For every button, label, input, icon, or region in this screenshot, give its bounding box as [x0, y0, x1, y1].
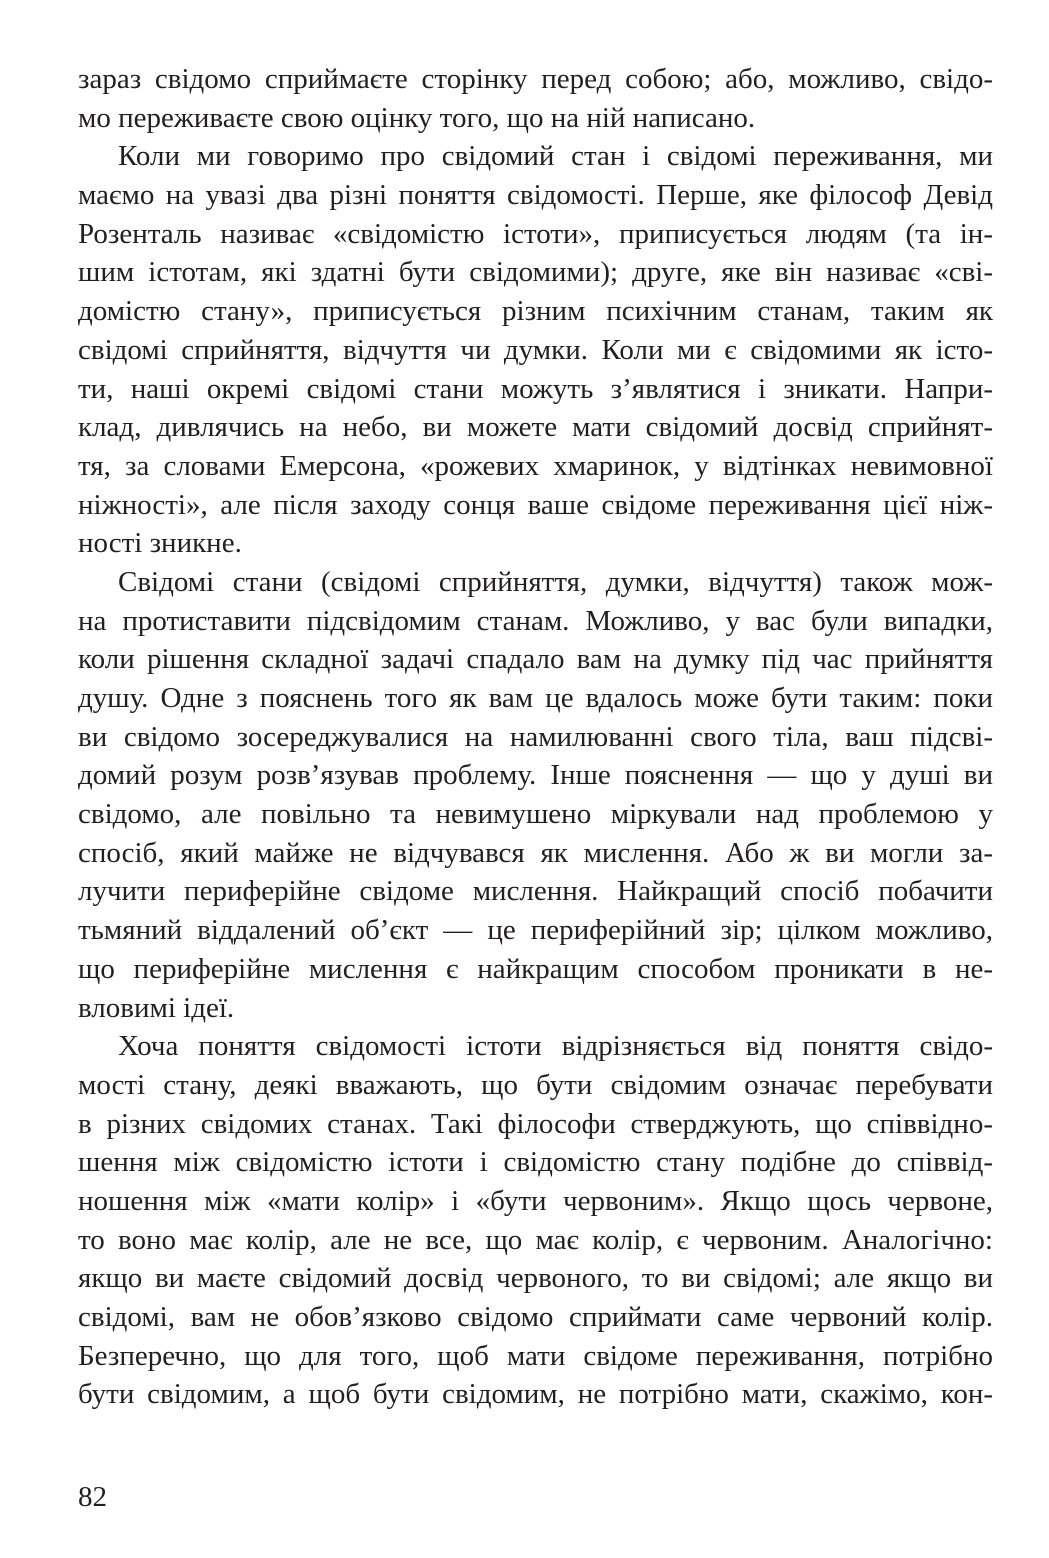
paragraph: [78, 60, 993, 137]
text-line: свідомо, але повільно та невимушено міркували над проблемою у: [78, 798, 993, 831]
text-line: душу. Одне з пояснень того як вам це вдалось може бути таким: поки: [78, 682, 993, 714]
text-line: ніжності», але після заходу сонця ваше свідоме переживання цієї ніж-: [78, 488, 993, 521]
text-line: в різних свідомих станах. Такі філософи стверджують, що співвідно-: [78, 1107, 993, 1140]
text-line: тя, за словами Емерсона, «рожевих хмаринок, у відтінках невимовної: [78, 449, 993, 482]
text-line: шення між свідомістю істоти і свідомістю стану подібне до співвід-: [78, 1146, 993, 1179]
paragraph: [78, 563, 993, 1027]
text-line: маємо на увазі два різні поняття свідомості. Перше, яке філософ Девід: [78, 179, 993, 212]
paragraph: [78, 1027, 993, 1414]
text-line: Свідомі стани (свідомі сприйняття, думки, відчуття) також мож-: [118, 565, 993, 598]
text-line: клад, дивлячись на небо, ви можете мати свідомий досвід сприйнят-: [78, 411, 993, 444]
text-line: шим істотам, які здатні бути свідомими); друге, яке він називає «сві-: [78, 256, 993, 289]
text-line: Хоча поняття свідомості істоти відрізняється від поняття свідо-: [118, 1030, 993, 1063]
text-line: домістю стану», приписується різним психічним станам, таким як: [78, 295, 993, 328]
text-line: свідомі сприйняття, відчуття чи думки. Коли ми є свідомими як істо-: [78, 333, 993, 366]
text-line: ності зникне.: [78, 527, 242, 560]
page-body: [78, 60, 993, 1414]
text-line: зараз свідомо сприймаєте сторінку перед собою; або, можливо, свідо-: [78, 63, 993, 95]
text-line: мо переживаєте свою оцінку того, що на ній написано.: [78, 101, 756, 134]
page-number: 82: [78, 1481, 107, 1513]
text-line: що периферійне мислення є найкращим способом проникати в не-: [78, 952, 993, 985]
text-line: ношення між «мати колір» і «бути червоним». Якщо щось червоне,: [78, 1184, 993, 1217]
text-line: домий розум розв’язував проблему. Інше пояснення — що у душі ви: [78, 759, 993, 792]
text-line: якщо ви маєте свідомий досвід червоного, то ви свідомі; але якщо ви: [78, 1262, 993, 1295]
text-line: мості стану, деякі вважають, що бути свідомим означає перебувати: [78, 1068, 993, 1101]
text-line: спосіб, який майже не відчувався як мислення. Або ж ви могли за-: [78, 836, 993, 869]
text-line: лучити периферійне свідоме мислення. Найкращий спосіб побачити: [78, 875, 993, 908]
text-line: бути свідомим, а щоб бути свідомим, не потрібно мати, скажімо, кон-: [78, 1378, 993, 1411]
paragraph: [78, 137, 993, 563]
text-line: Розенталь називає «свідомістю істоти», приписується людям (та ін-: [78, 217, 993, 250]
text-line: Коли ми говоримо про свідомий стан і свідомі переживання, ми: [118, 140, 993, 173]
text-line: ви свідомо зосереджувалися на намилюванні свого тіла, ваш підсві-: [78, 720, 993, 753]
text-line: свідомі, вам не обов’язково свідомо сприймати саме червоний колір.: [78, 1301, 993, 1333]
text-line: ти, наші окремі свідомі стани можуть з’являтися і зникати. Напри-: [78, 372, 993, 405]
text-line: тьмяний віддалений об’єкт — це периферійний зір; цілком можливо,: [78, 914, 993, 947]
text-line: коли рішення складної задачі спадало вам на думку під час прийняття: [78, 643, 993, 676]
text-line: вловимі ідеї.: [78, 991, 235, 1024]
text-line: Безперечно, що для того, щоб мати свідоме переживання, потрібно: [78, 1339, 993, 1372]
text-line: то воно має колір, але не все, що має колір, є червоним. Аналогічно:: [78, 1223, 993, 1256]
text-line: на протиставити підсвідомим станам. Можливо, у вас були випадки,: [78, 604, 993, 637]
